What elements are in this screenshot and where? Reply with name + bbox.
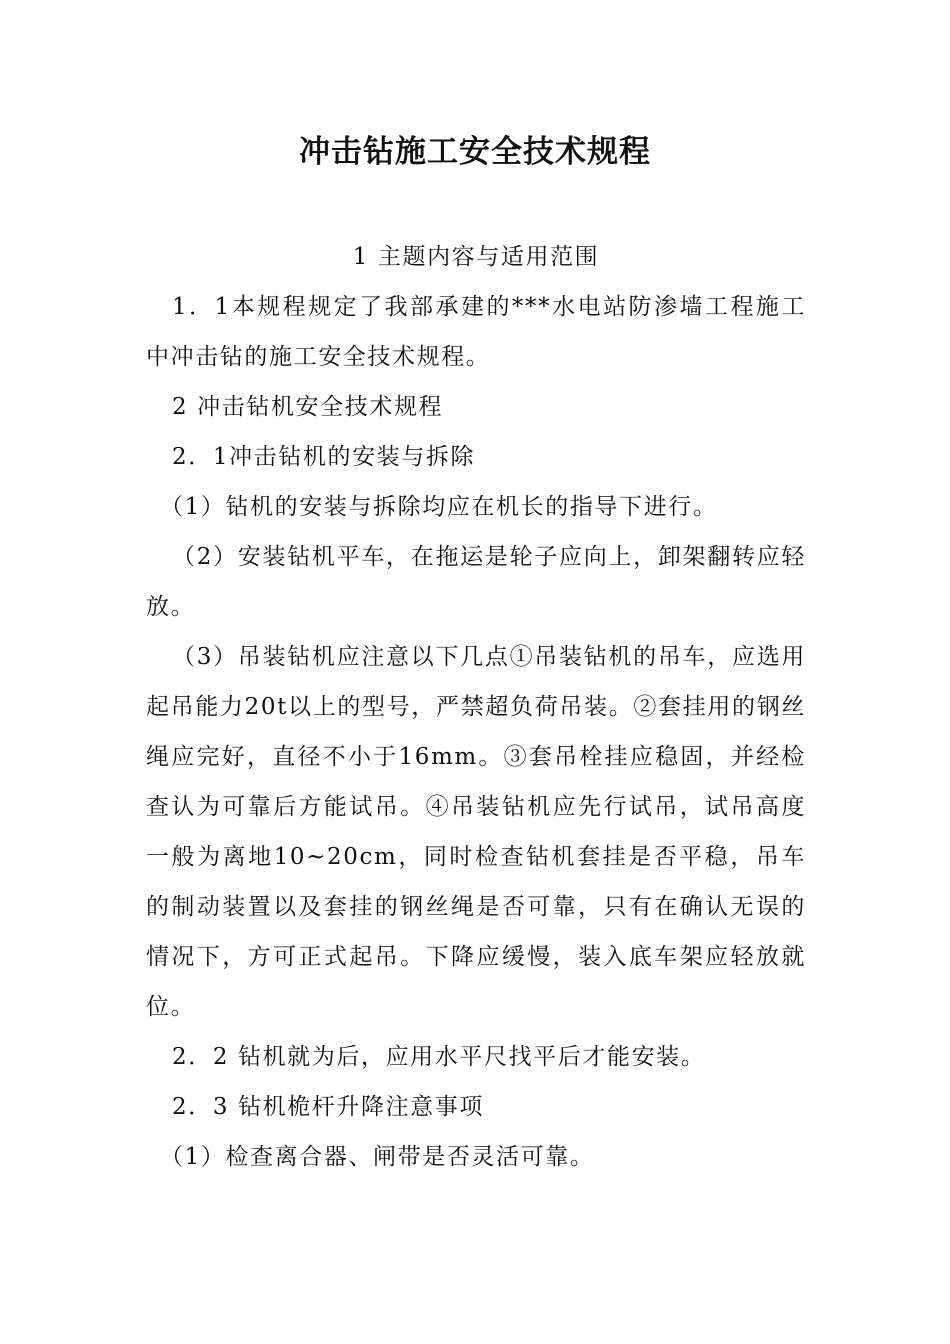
subsection-heading-2-1: 2．1冲击钻机的安装与拆除 [172,444,476,470]
paragraph-2-2: 2．2 钻机就为后，应用水平尺找平后才能安装。 [172,1044,706,1070]
document-title: 冲击钻施工安全技术规程 [299,134,651,170]
list-item-2-1-2: （2）安装钻机平车，在拖运是轮子应向上，卸架翻转应轻放。 [146,544,806,620]
section-heading-2: 2 冲击钻机安全技术规程 [172,394,444,420]
subsection-heading-2-3: 2．3 钻机桅杆升降注意事项 [172,1094,484,1120]
paragraph-1-1: 1．1本规程规定了我部承建的***水电站防渗墙工程施工中冲击钻的施工安全技术规程。 [146,294,806,370]
document-body [146,232,806,1182]
section-heading-1: 1 主题内容与适用范围 [352,244,600,270]
list-item-2-1-3: （3）吊装钻机应注意以下几点①吊装钻机的吊车，应选用起吊能力20t以上的型号，严禁超负荷吊装。②套挂用的钢丝绳应完好，直径不小于16mm。③套吊栓挂应稳固，并经检查认为可靠后方能试吊。④吊装钻机应先行试吊，试吊高度一般为离地10~20cm，同时检查钻机套挂是否平稳，吊车的制动装置以及套挂的钢丝绳是否可靠，只有在确认无误的情况下，方可正式起吊。下降应缓慢，装入底车架应轻放就位。 [146,644,806,1020]
list-item-2-3-1: （1）检查离合器、闸带是否灵活可靠。 [160,1144,595,1170]
list-item-2-1-1: （1）钻机的安装与拆除均应在机长的指导下进行。 [160,494,718,520]
